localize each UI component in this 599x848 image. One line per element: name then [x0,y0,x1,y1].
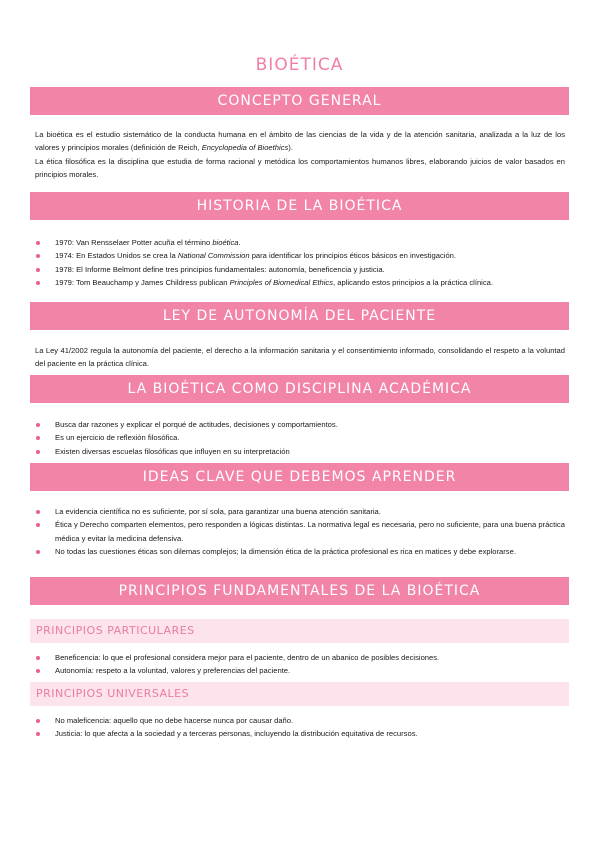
item-emphasis: bioética [212,238,239,247]
list-item [35,263,565,276]
item-text: 1978: El Informe Belmont define tres principios fundamentales: autonomía, beneficencia y justicia. [55,264,385,274]
list-item [35,236,565,249]
particulares-list [35,651,565,678]
ideas-list [35,505,565,559]
item-text: 1979: Tom Beauchamp y James Childress publican [55,278,230,288]
disciplina-list [35,418,565,458]
encyclopedia-title: Encyclopedia of Bioethics [201,143,289,153]
list-item: La evidencia científica no es suficiente, por sí sola, para garantizar una buena atención sanitaria. [35,505,565,518]
item-text-end: , aplicando estos principios a la práctica clínica. [333,278,493,288]
item-text-end: . [238,238,241,247]
item-text-end: para identificar los principios éticos básicos en investigación. [249,251,456,261]
universales-list [35,714,565,741]
list-item: No todas las cuestiones éticas son dilemas complejos; la dimensión ética de la práctica profesional es rica en matices y debe explorarse. [35,545,565,558]
section-heading-disciplina: LA BIOÉTICA COMO DISCIPLINA ACADÉMICA [30,375,569,403]
list-item: No maleficencia: aquello que no debe hacerse nunca por causar daño. [35,714,565,727]
list-item: Busca dar razones y explicar el porqué de actitudes, decisiones y comportamientos. [35,418,565,431]
list-item [35,249,565,262]
section-heading-principios: PRINCIPIOS FUNDAMENTALES DE LA BIOÉTICA [30,577,569,605]
ley-paragraph: La Ley 41/2002 regula la autonomía del paciente, el derecho a la información sanitaria y el consentimiento informado, consolidando el respeto a la voluntad del paciente en la práctica clínica. [35,346,565,369]
section-heading-historia: HISTORIA DE LA BIOÉTICA [30,192,569,220]
subheading-particulares: PRINCIPIOS PARTICULARES [30,619,569,643]
item-text: 1970: Van Rensselaer Potter acuña el término [55,238,213,247]
item-text: 1974: En Estados Unidos se crea la [55,251,178,261]
section-heading-ideas: IDEAS CLAVE QUE DEBEMOS APRENDER [30,463,569,491]
concepto-text-end: ). [288,143,293,153]
subheading-universales: PRINCIPIOS UNIVERSALES [30,682,569,706]
list-item: Beneficencia: lo que el profesional considera mejor para el paciente, dentro de un abanico de posibles decisiones. [35,651,565,664]
concepto-text: La bioética es el estudio sistemático de la conducta humana en el ámbito de las ciencias de la vida y de la atención sanitaria, analizada a la luz de los valores y principios morales (definición de Reich, [35,130,565,153]
list-item: Autonomía: respeto a la voluntad, valores y preferencias del paciente. [35,664,565,677]
page-title: BIOÉTICA [255,55,344,76]
concepto-paragraph-1 [35,128,565,155]
item-emphasis: National Commission [177,251,250,261]
list-item [35,276,565,289]
section-heading-concepto: CONCEPTO GENERAL [30,87,569,115]
list-item: Existen diversas escuelas filosóficas que influyen en su interpretación [35,445,565,458]
historia-list [35,236,565,290]
concepto-paragraph-2: La ética filosófica es la disciplina que estudia de forma racional y metódica los comportamientos humanos libres, elaborando juicios de valor basados en principios morales. [35,157,565,180]
section-heading-ley: LEY DE AUTONOMÍA DEL PACIENTE [30,302,569,330]
list-item: Ética y Derecho comparten elementos, pero responden a lógicas distintas. La normativa legal es necesaria, pero no suficiente, para una buena práctica médica y evitar la medicina defensiva. [35,518,565,545]
list-item: Es un ejercicio de reflexión filosófica. [35,431,565,444]
list-item: Justicia: lo que afecta a la sociedad y a terceras personas, incluyendo la distribución equitativa de recursos. [35,727,565,740]
item-emphasis: Principles of Biomedical Ethics [229,278,334,288]
